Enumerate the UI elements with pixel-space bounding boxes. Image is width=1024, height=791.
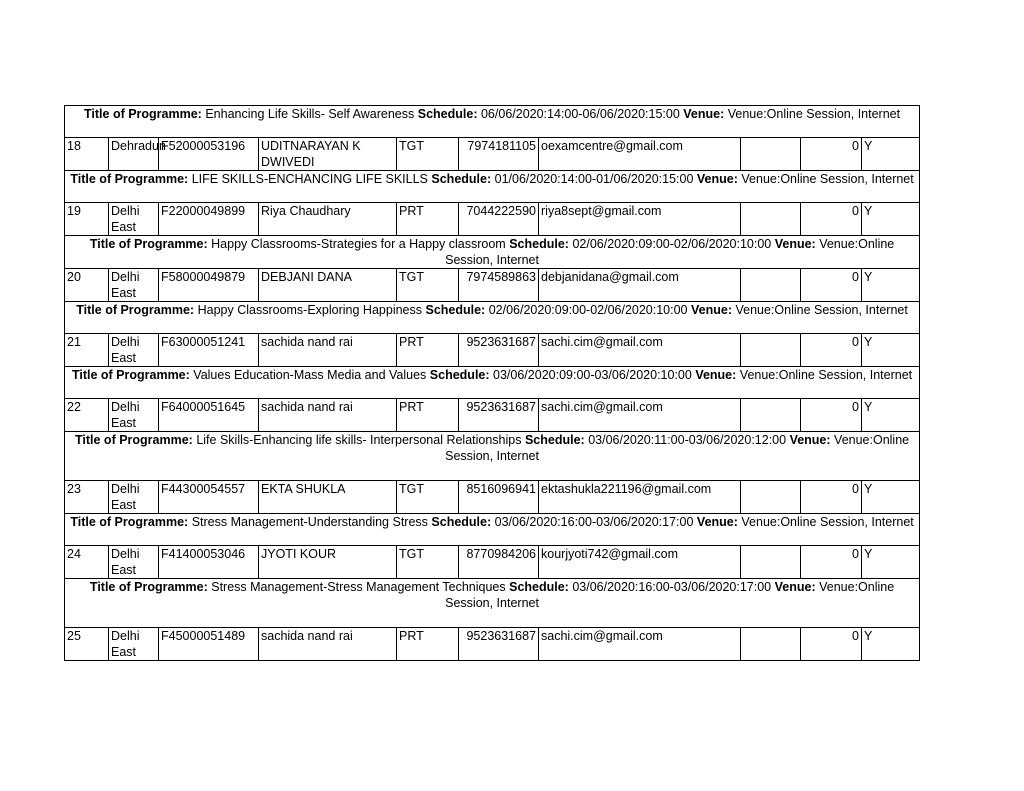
participant-name-cell: sachida nand rai [259,399,397,432]
blank-cell [741,203,801,236]
schedule-label: Schedule: [429,368,490,382]
programme-name: Enhancing Life Skills- Self Awareness [205,107,415,121]
participant-name-cell: JYOTI KOUR [259,546,397,579]
schedule-label: Schedule: [431,515,492,529]
participant-name-cell: Riya Chaudhary [259,203,397,236]
programme-title-row [65,579,920,628]
participant-code-cell: F22000049899 [159,203,259,236]
schedule-label: Schedule: [509,237,569,251]
serial-number-cell: 24 [65,546,109,579]
email-cell: kourjyoti742@gmail.com [539,546,741,579]
schedule-value: 06/06/2020:14:00-06/06/2020:15:00 [480,107,680,121]
serial-number-cell: 23 [65,481,109,514]
programme-name: Stress Management-Understanding Stress [191,515,428,529]
mobile-number-cell: 9523631687 [459,399,539,432]
count-cell: 0 [801,481,862,514]
mobile-number-cell: 9523631687 [459,334,539,367]
programme-name: Happy Classrooms-Strategies for a Happy classroom [211,237,506,251]
mobile-number-cell: 7974589863 [459,269,539,302]
post-cell: TGT [397,546,459,579]
email-cell: sachi.cim@gmail.com [539,399,741,432]
venue-value: Venue:Online Session, Internet [741,515,914,529]
participant-row [65,481,920,514]
district-cell: Delhi East [109,269,159,302]
programme-title-cell [65,302,920,334]
post-cell: PRT [397,399,459,432]
blank-cell [741,628,801,661]
flag-cell: Y [862,628,920,661]
blank-cell [741,138,801,171]
programme-name: Life Skills-Enhancing life skills- Interpersonal Relationships [196,433,522,447]
participant-name-cell: UDITNARAYAN K DWIVEDI [259,138,397,171]
venue-label: Venue: [695,368,737,382]
email-cell: sachi.cim@gmail.com [539,628,741,661]
venue-label: Venue: [696,172,738,186]
participant-code-cell: F45000051489 [159,628,259,661]
participant-code-cell: F44300054557 [159,481,259,514]
blank-cell [741,546,801,579]
participant-name-cell: DEBJANI DANA [259,269,397,302]
schedule-value: 03/06/2020:16:00-03/06/2020:17:00 [572,580,772,594]
venue-value: Venue:Online Session, Internet [739,368,913,382]
participant-row [65,399,920,432]
programme-title-cell [65,579,920,628]
participant-row [65,203,920,236]
serial-number-cell: 25 [65,628,109,661]
district-cell: Delhi East [109,334,159,367]
serial-number-cell: 18 [65,138,109,171]
participant-code-cell: F58000049879 [159,269,259,302]
district-cell: Delhi East [109,399,159,432]
post-cell: PRT [397,628,459,661]
programme-name: Values Education-Mass Media and Values [193,368,427,382]
participant-row [65,628,920,661]
title-label: Title of Programme: [70,172,189,186]
email-cell: oexamcentre@gmail.com [539,138,741,171]
mobile-number-cell: 9523631687 [459,628,539,661]
programme-title-row [65,367,920,399]
participant-table [64,105,920,661]
schedule-label: Schedule: [425,303,486,317]
venue-label: Venue: [774,237,816,251]
mobile-number-cell: 7974181105 [459,138,539,171]
count-cell: 0 [801,203,862,236]
flag-cell: Y [862,138,920,171]
district-cell: Dehradun [109,138,159,171]
venue-value: Venue:Online Session, Internet [735,303,908,317]
programme-title-row [65,236,920,269]
participant-name-cell: EKTA SHUKLA [259,481,397,514]
blank-cell [741,399,801,432]
flag-cell: Y [862,334,920,367]
post-cell: TGT [397,138,459,171]
venue-label: Venue: [774,580,816,594]
mobile-number-cell: 8516096941 [459,481,539,514]
participant-row [65,138,920,171]
programme-title-cell [65,171,920,203]
serial-number-cell: 19 [65,203,109,236]
participant-row [65,546,920,579]
count-cell: 0 [801,546,862,579]
post-cell: PRT [397,203,459,236]
district-cell: Delhi East [109,546,159,579]
flag-cell: Y [862,203,920,236]
email-cell: riya8sept@gmail.com [539,203,741,236]
venue-label: Venue: [683,107,725,121]
venue-value: Venue:Online Session, Internet [727,107,901,121]
district-cell: Delhi East [109,481,159,514]
schedule-value: 03/06/2020:16:00-03/06/2020:17:00 [494,515,694,529]
participant-name-cell: sachida nand rai [259,334,397,367]
flag-cell: Y [862,399,920,432]
district-cell: Delhi East [109,203,159,236]
participant-name-cell: sachida nand rai [259,628,397,661]
venue-value: Venue:Online Session, Internet [445,237,895,267]
serial-number-cell: 21 [65,334,109,367]
title-label: Title of Programme: [76,303,195,317]
participant-code-cell: F63000051241 [159,334,259,367]
schedule-value: 01/06/2020:14:00-01/06/2020:15:00 [494,172,694,186]
venue-label: Venue: [696,515,738,529]
schedule-value: 03/06/2020:11:00-03/06/2020:12:00 [588,433,787,447]
programme-title-row [65,171,920,203]
flag-cell: Y [862,481,920,514]
venue-label: Venue: [789,433,831,447]
title-label: Title of Programme: [84,107,202,121]
programme-title-row [65,302,920,334]
mobile-number-cell: 7044222590 [459,203,539,236]
count-cell: 0 [801,269,862,302]
count-cell: 0 [801,399,862,432]
programme-title-cell [65,367,920,399]
programme-title-cell [65,236,920,269]
participant-code-cell: F41400053046 [159,546,259,579]
serial-number-cell: 20 [65,269,109,302]
count-cell: 0 [801,628,862,661]
programme-name: Stress Management-Stress Management Techniques [211,580,506,594]
participant-row [65,334,920,367]
blank-cell [741,269,801,302]
email-cell: sachi.cim@gmail.com [539,334,741,367]
participant-code-cell: F52000053196 [159,138,259,171]
title-label: Title of Programme: [71,368,190,382]
count-cell: 0 [801,334,862,367]
email-cell: ektashukla221196@gmail.com [539,481,741,514]
title-label: Title of Programme: [89,237,208,251]
title-label: Title of Programme: [74,433,193,447]
venue-value: Venue:Online Session, Internet [445,433,910,463]
programme-name: Happy Classrooms-Exploring Happiness [197,303,422,317]
schedule-value: 02/06/2020:09:00-02/06/2020:10:00 [572,237,772,251]
schedule-value: 03/06/2020:09:00-03/06/2020:10:00 [493,368,692,382]
programme-title-cell [65,514,920,546]
blank-cell [741,334,801,367]
post-cell: TGT [397,481,459,514]
post-cell: PRT [397,334,459,367]
programme-name: LIFE SKILLS-ENCHANCING LIFE SKILLS [191,172,428,186]
participant-row [65,269,920,302]
schedule-label: Schedule: [524,433,585,447]
mobile-number-cell: 8770984206 [459,546,539,579]
venue-value: Venue:Online Session, Internet [741,172,914,186]
email-cell: debjanidana@gmail.com [539,269,741,302]
programme-title-row [65,432,920,481]
programme-title-cell [65,432,920,481]
blank-cell [741,481,801,514]
flag-cell: Y [862,546,920,579]
flag-cell: Y [862,269,920,302]
title-label: Title of Programme: [70,515,189,529]
programme-title-row [65,106,920,138]
post-cell: TGT [397,269,459,302]
serial-number-cell: 22 [65,399,109,432]
schedule-value: 02/06/2020:09:00-02/06/2020:10:00 [488,303,688,317]
venue-label: Venue: [691,303,732,317]
district-cell: Delhi East [109,628,159,661]
title-label: Title of Programme: [89,580,208,594]
count-cell: 0 [801,138,862,171]
venue-value: Venue:Online Session, Internet [445,580,895,610]
schedule-label: Schedule: [509,580,569,594]
schedule-label: Schedule: [431,172,492,186]
schedule-label: Schedule: [417,107,478,121]
programme-title-row [65,514,920,546]
participant-code-cell: F64000051645 [159,399,259,432]
programme-title-cell [65,106,920,138]
